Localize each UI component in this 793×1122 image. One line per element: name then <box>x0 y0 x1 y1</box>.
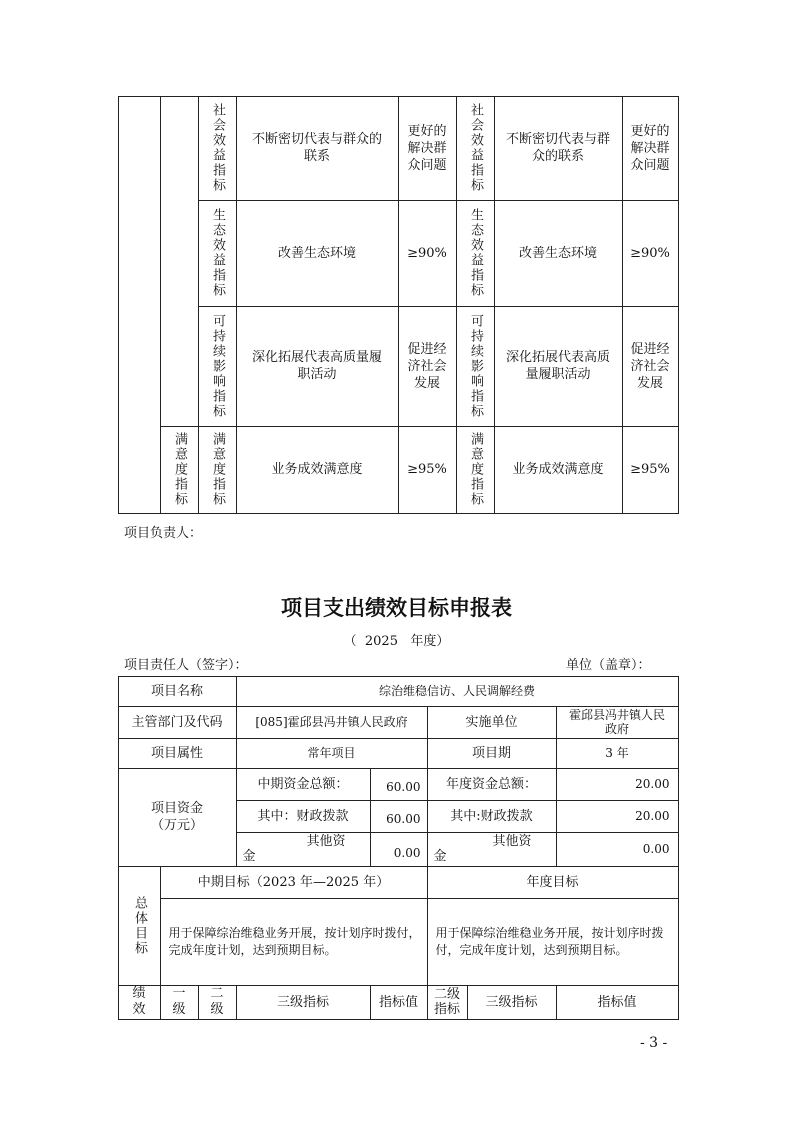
indicator-cell: 深化拓展代表高质量履职活动 <box>494 306 623 427</box>
category-cell: 可持续影响指标 <box>456 306 495 427</box>
mid-fiscal-label: 其中：财政拨款 <box>236 800 371 833</box>
impl-value: 霍邱县冯井镇人民政府 <box>556 706 679 739</box>
year-goal-text: 用于保障综治维稳业务开展，按计划序时拨付，完成年度计划，达到预期目标。 <box>427 898 679 986</box>
attr-value: 常年项目 <box>236 738 428 769</box>
unit-seal-label: 单位（盖章）： <box>566 658 651 673</box>
year-other-value: 0.00 <box>556 832 679 867</box>
category-cell: 社会效益指标 <box>198 96 237 201</box>
value-cell: 促进经济社会发展 <box>398 306 457 427</box>
indicator-cell: 不断密切代表与群众的联系 <box>494 96 623 201</box>
perf-label: 绩效 <box>118 985 161 1020</box>
mid-fiscal-value: 60.00 <box>370 800 428 833</box>
value-cell: 促进经济社会发展 <box>622 306 679 427</box>
valueb-header: 指标值 <box>556 985 679 1020</box>
indicator-cell: 改善生态环境 <box>494 200 623 307</box>
label-part: 金 <box>433 849 447 864</box>
category-cell: 可持续影响指标 <box>198 306 237 427</box>
form-title: 项目支出绩效目标申报表 <box>281 596 512 620</box>
indicator-cell: 深化拓展代表高质量履职活动 <box>236 306 399 427</box>
mid-other-label <box>236 832 371 867</box>
mid-goal-header: 中期目标（2023 年—2025 年） <box>160 866 428 899</box>
category-cell: 满意度指标 <box>456 426 495 514</box>
value-cell: ≥90% <box>622 200 679 307</box>
category-cell: 满意度指标 <box>198 426 237 514</box>
impl-label: 实施单位 <box>427 706 557 739</box>
goal-label: 总体目标 <box>118 866 161 986</box>
table-cell-empty <box>118 96 161 514</box>
signer-label: 项目责任人（签字）： <box>124 658 248 673</box>
level1-header: 一级 <box>160 985 199 1020</box>
level2b-header: 二级指标 <box>427 985 468 1020</box>
label-part: 金 <box>242 849 256 864</box>
name-label: 项目名称 <box>118 676 237 707</box>
mid-total-value: 60.00 <box>370 768 428 801</box>
mid-other-value: 0.00 <box>370 832 428 867</box>
value-cell: ≥95% <box>622 426 679 514</box>
dept-label: 主管部门及代码 <box>118 706 237 739</box>
fund-label: 项目资金（万元） <box>118 768 237 867</box>
year-total-value: 20.00 <box>556 768 679 801</box>
year-other-label <box>427 832 557 867</box>
value-cell: 更好的解决群众问题 <box>398 96 457 201</box>
mid-goal-text: 用于保障综治维稳业务开展，按计划序时拨付，完成年度计划，达到预期目标。 <box>160 898 428 986</box>
category-cell: 生态效益指标 <box>198 200 237 307</box>
value-cell: ≥90% <box>398 200 457 307</box>
value-header: 指标值 <box>370 985 428 1020</box>
level3-header: 三级指标 <box>236 985 371 1020</box>
indicator-cell: 业务成效满意度 <box>494 426 623 514</box>
form-year: （ 2025 年度） <box>343 634 450 649</box>
year-fiscal-value: 20.00 <box>556 800 679 833</box>
indicator-cell: 不断密切代表与群众的联系 <box>236 96 399 201</box>
label-part: 其他资 <box>492 834 532 849</box>
dept-value: [085]霍邱县冯井镇人民政府 <box>236 706 428 739</box>
label-part: 其他资 <box>306 834 346 849</box>
period-label: 项目期 <box>427 738 557 769</box>
level1-cell: 满意度指标 <box>160 426 199 514</box>
category-cell: 生态效益指标 <box>456 200 495 307</box>
indicator-cell: 业务成效满意度 <box>236 426 399 514</box>
level3b-header: 三级指标 <box>467 985 557 1020</box>
attr-label: 项目属性 <box>118 738 237 769</box>
level2-header: 二级 <box>198 985 237 1020</box>
year-fiscal-label: 其中:财政拨款 <box>427 800 557 833</box>
indicator-cell: 改善生态环境 <box>236 200 399 307</box>
mid-total-label: 中期资金总额： <box>236 768 371 801</box>
project-leader-label: 项目负责人： <box>124 526 203 541</box>
category-cell: 社会效益指标 <box>456 96 495 201</box>
value-cell: ≥95% <box>398 426 457 514</box>
year-goal-header: 年度目标 <box>427 866 679 899</box>
value-cell: 更好的解决群众问题 <box>622 96 679 201</box>
period-value: 3 年 <box>556 738 679 769</box>
year-total-label: 年度资金总额： <box>427 768 557 801</box>
name-value: 综治维稳信访、人民调解经费 <box>236 676 679 707</box>
page-number: - 3 - <box>640 1035 668 1051</box>
table-cell-empty <box>160 96 199 427</box>
